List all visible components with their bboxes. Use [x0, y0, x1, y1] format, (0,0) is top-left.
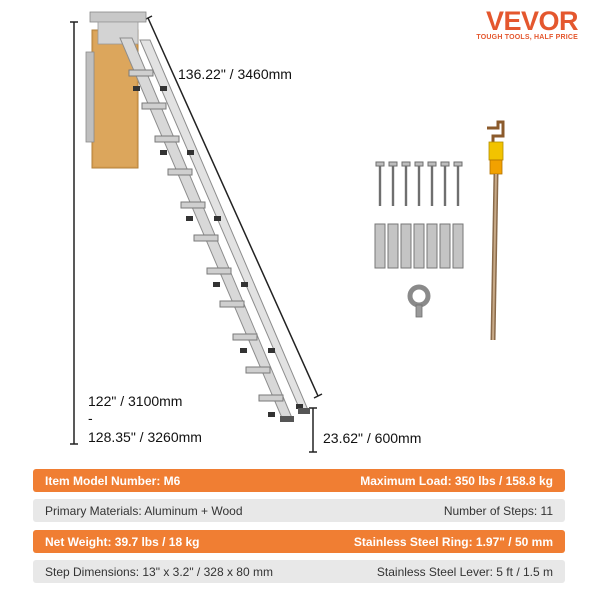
spec-step-dimensions: Step Dimensions: 13" x 3.2" / 328 x 80 mm — [45, 564, 273, 579]
spec-steel-ring: Stainless Steel Ring: 1.97" / 50 mm — [353, 534, 553, 549]
spec-row-2 — [33, 499, 565, 522]
spec-steel-lever: Stainless Steel Lever: 5 ft / 1.5 m — [376, 564, 553, 579]
screws — [376, 162, 462, 206]
wall-anchors — [375, 224, 463, 268]
spec-primary-materials: Primary Materials: Aluminum + Wood — [45, 503, 243, 518]
stainless-steel-ring — [410, 287, 428, 317]
ladder — [120, 38, 310, 422]
ladder-length-label: 136.22" / 3460mm — [178, 66, 292, 82]
brand-tagline: TOUGH TOOLS, HALF PRICE — [476, 34, 578, 41]
spec-maximum-load: Maximum Load: 350 lbs / 158.8 kg — [360, 473, 553, 488]
spec-row-1 — [33, 469, 565, 492]
ceiling-height-min-label: 122" / 3100mm — [88, 393, 183, 409]
height-dimension-line — [70, 22, 78, 444]
ceiling-height-max-label: 128.35" / 3260mm — [88, 429, 202, 445]
spec-net-weight: Net Weight: 39.7 lbs / 18 kg — [45, 534, 200, 549]
spec-row-4 — [33, 560, 565, 583]
stainless-steel-lever — [487, 122, 503, 340]
foot-offset-label: 23.62" / 600mm — [323, 430, 422, 446]
spec-row-3 — [33, 530, 565, 553]
spec-number-of-steps: Number of Steps: 11 — [443, 503, 553, 518]
height-range-dash: - — [88, 410, 93, 426]
vevor-logo: VEVOR — [485, 6, 578, 36]
foot-dimension-line — [309, 408, 317, 452]
spec-model-number: Item Model Number: M6 — [45, 473, 181, 488]
